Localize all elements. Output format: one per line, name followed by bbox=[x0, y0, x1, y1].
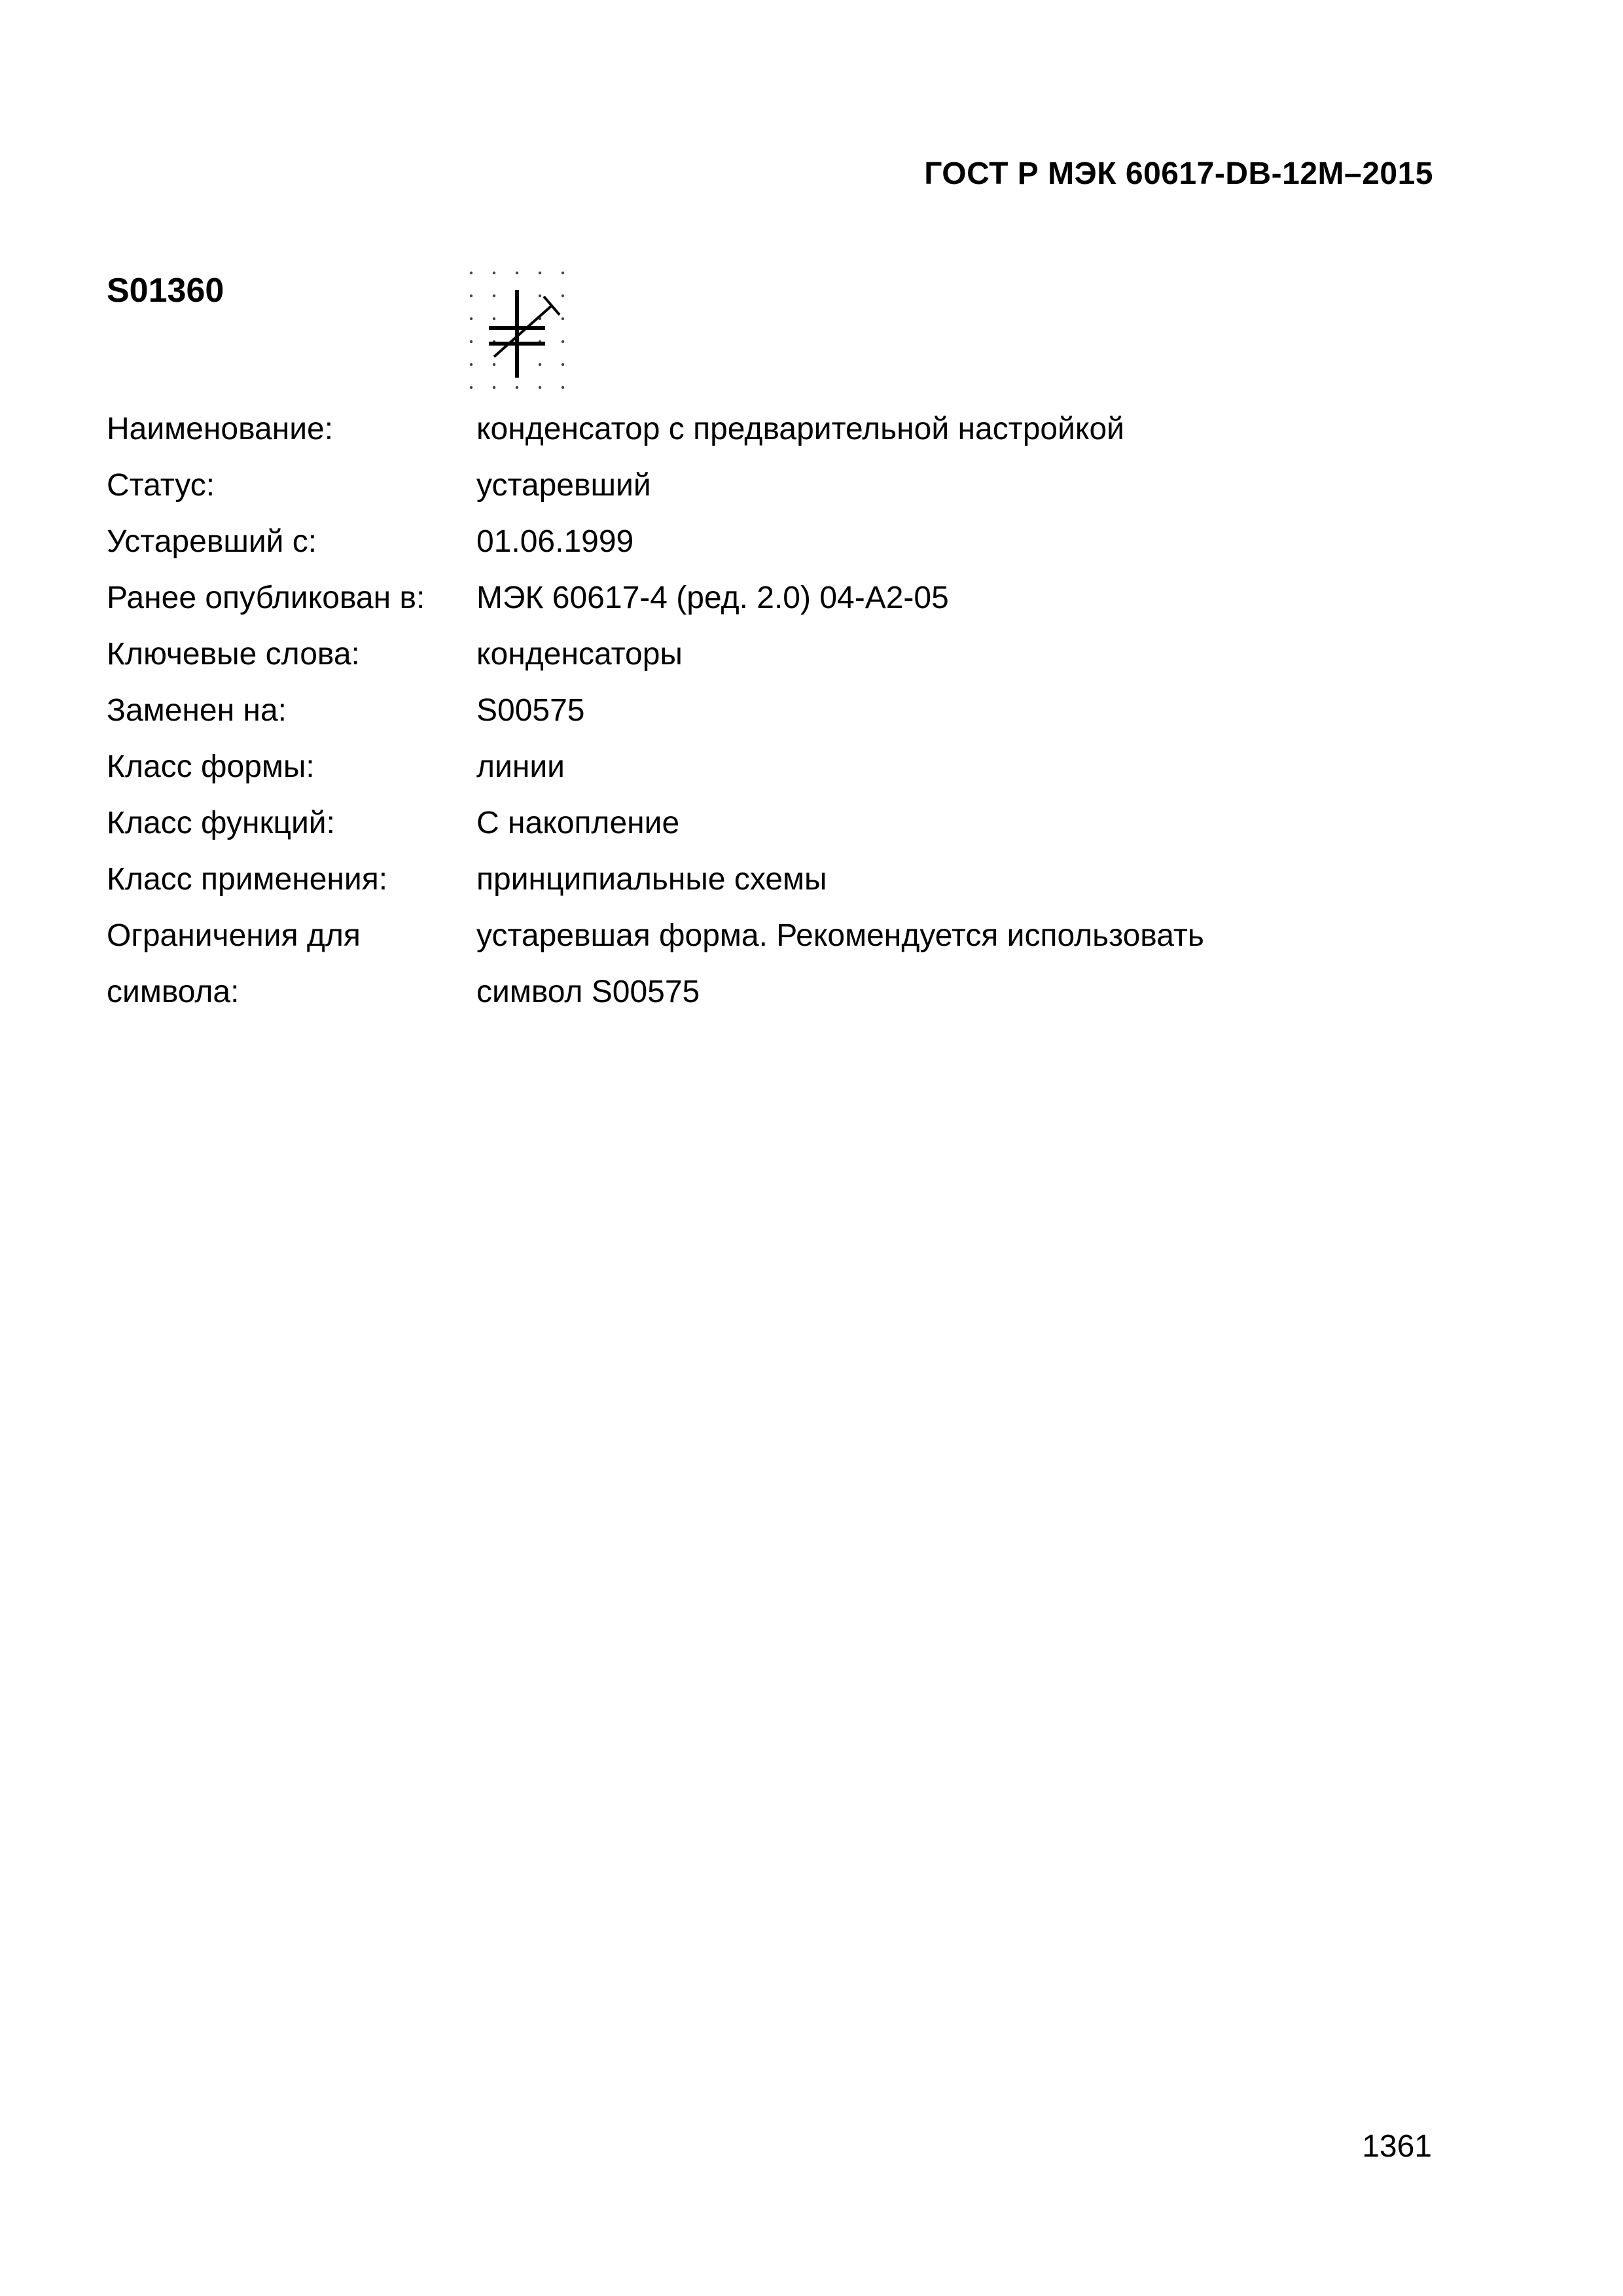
property-label: Ключевые слова: bbox=[107, 636, 360, 672]
property-label: Устаревший с: bbox=[107, 524, 317, 559]
property-value: МЭК 60617-4 (ред. 2.0) 04-A2-05 bbox=[476, 580, 949, 615]
property-row bbox=[107, 963, 1481, 1020]
grid-dot bbox=[562, 295, 564, 297]
property-label: Класс применения: bbox=[107, 861, 388, 897]
grid-dot bbox=[562, 340, 564, 343]
grid-dot bbox=[539, 272, 541, 274]
property-label: Наименование: bbox=[107, 411, 334, 446]
grid-dot bbox=[470, 386, 473, 389]
property-value: конденсатор с предварительной настройкой bbox=[476, 411, 1124, 446]
property-label: Ранее опубликован в: bbox=[107, 580, 425, 615]
property-label: Класс функций: bbox=[107, 805, 335, 840]
page-number: 1361 bbox=[1362, 2129, 1432, 2164]
preset-capacitor-symbol-icon bbox=[461, 265, 573, 396]
property-row bbox=[107, 401, 1481, 457]
grid-dot bbox=[470, 317, 473, 320]
property-label: Заменен на: bbox=[107, 692, 287, 728]
property-row bbox=[107, 851, 1481, 907]
grid-dot bbox=[539, 295, 541, 297]
property-row bbox=[107, 513, 1481, 569]
property-value: С накопление bbox=[476, 805, 680, 840]
property-label: символа: bbox=[107, 974, 240, 1009]
grid-dot bbox=[562, 272, 564, 274]
property-row bbox=[107, 626, 1481, 682]
grid-dot bbox=[539, 363, 541, 366]
grid-dot bbox=[539, 386, 541, 389]
grid-dot bbox=[562, 317, 564, 320]
property-row bbox=[107, 907, 1481, 963]
property-label: Ограничения для bbox=[107, 918, 361, 953]
property-value: S00575 bbox=[476, 692, 585, 728]
grid-dot bbox=[493, 386, 495, 389]
grid-dot bbox=[562, 386, 564, 389]
standard-header: ГОСТ Р МЭК 60617-DB-12M–2015 bbox=[924, 156, 1433, 191]
grid-dot bbox=[493, 317, 495, 320]
symbol-properties-table bbox=[107, 401, 1481, 1020]
grid-dot bbox=[470, 340, 473, 343]
grid-dot bbox=[493, 272, 495, 274]
property-value: 01.06.1999 bbox=[476, 524, 634, 559]
property-value: конденсаторы bbox=[476, 636, 683, 672]
property-row bbox=[107, 682, 1481, 738]
grid-dot bbox=[470, 295, 473, 297]
property-row bbox=[107, 795, 1481, 851]
property-row bbox=[107, 738, 1481, 795]
grid-dot bbox=[516, 272, 518, 274]
property-value: линии bbox=[476, 749, 565, 784]
property-label: Класс формы: bbox=[107, 749, 315, 784]
grid-dot bbox=[562, 363, 564, 366]
property-row bbox=[107, 569, 1481, 626]
property-value: устаревший bbox=[476, 467, 651, 503]
grid-dot bbox=[493, 363, 495, 366]
grid-dot bbox=[493, 295, 495, 297]
property-value: устаревшая форма. Рекомендуется использовать bbox=[476, 918, 1204, 953]
grid-dot bbox=[470, 272, 473, 274]
grid-dot bbox=[470, 363, 473, 366]
property-value: символ S00575 bbox=[476, 974, 700, 1009]
symbol-code: S01360 bbox=[107, 272, 224, 310]
property-row bbox=[107, 457, 1481, 513]
grid-dot bbox=[516, 386, 518, 389]
property-label: Статус: bbox=[107, 467, 215, 503]
property-value: принципиальные схемы bbox=[476, 861, 827, 897]
